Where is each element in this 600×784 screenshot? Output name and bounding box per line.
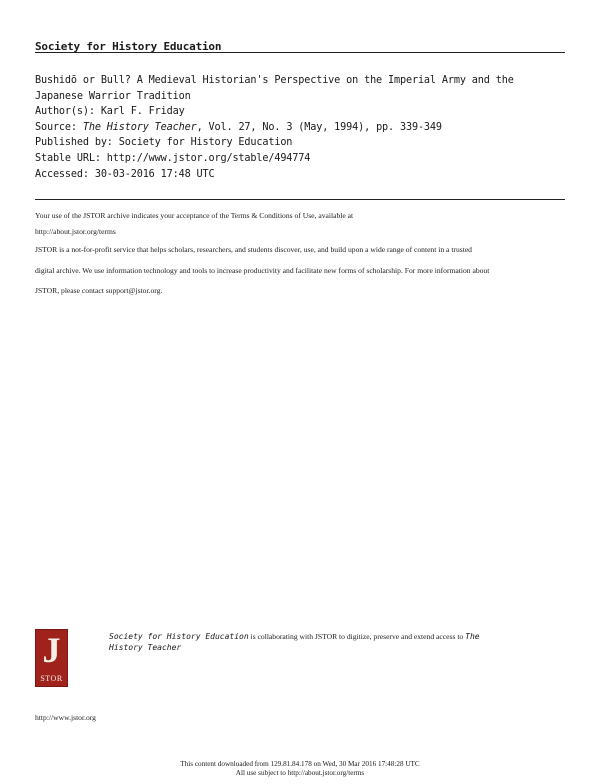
jstor-logo — [35, 629, 68, 687]
footer-line-1: This content downloaded from 129.81.84.178 on Wed, 30 Mar 2016 17:48:28 UTC — [180, 760, 420, 768]
article-authors: Author(s): Karl F. Friday — [35, 106, 185, 118]
terms-link[interactable]: http://about.jstor.org/terms — [35, 227, 116, 236]
jstor-description-line-3: JSTOR, please contact support@jstor.org. — [35, 286, 163, 295]
terms-divider — [35, 199, 565, 200]
terms-line-1: Your use of the JSTOR archive indicates your acceptance of the Terms & Conditions of Use, available at — [35, 211, 354, 220]
source-journal: The History Teacher — [82, 121, 197, 133]
collab-journal-line-2: History Teacher — [109, 643, 182, 652]
collab-journal-line-1: The — [465, 632, 480, 641]
jstor-description-line-2: digital archive. We use information technology and tools to increase productivity and facilitate new forms of scholarship. For more information about — [35, 265, 490, 275]
source-suffix: , Vol. 27, No. 3 (May, 1994), pp. 339-349 — [196, 121, 442, 133]
download-footer — [0, 760, 600, 778]
article-title-line-1: Bushidō or Bull? A Medieval Historian's Perspective on the Imperial Army and the — [35, 75, 514, 86]
collab-middle: is collaborating with JSTOR to digitize, preserve and extend access to — [248, 632, 466, 641]
source-prefix: Source: — [35, 121, 83, 133]
jstor-logo-letter: J — [42, 630, 61, 670]
article-source — [35, 120, 565, 136]
jstor-description — [35, 240, 565, 302]
collaboration-notice — [109, 631, 549, 653]
article-stable-url[interactable]: Stable URL: http://www.jstor.org/stable/494774 — [35, 152, 311, 164]
jstor-description-line-1: JSTOR is a not-for-profit service that helps scholars, researchers, and students discover, use, and build upon a wide range of content in a trusted — [35, 245, 472, 254]
article-title-line-2: Japanese Warrior Tradition — [35, 90, 191, 102]
publisher-header: Society for History Education — [35, 40, 222, 53]
article-metadata — [35, 73, 565, 182]
footer-line-2: All use subject to http://about.jstor.org/terms — [235, 769, 365, 777]
jstor-logo-word: STOR — [40, 674, 63, 683]
article-accessed: Accessed: 30-03-2016 17:48 UTC — [35, 168, 215, 180]
header-divider — [35, 52, 565, 53]
terms-notice — [35, 208, 565, 224]
collab-publisher: Society for History Education — [109, 632, 249, 641]
article-published-by: Published by: Society for History Education — [35, 137, 293, 149]
jstor-home-link[interactable]: http://www.jstor.org — [35, 713, 96, 722]
